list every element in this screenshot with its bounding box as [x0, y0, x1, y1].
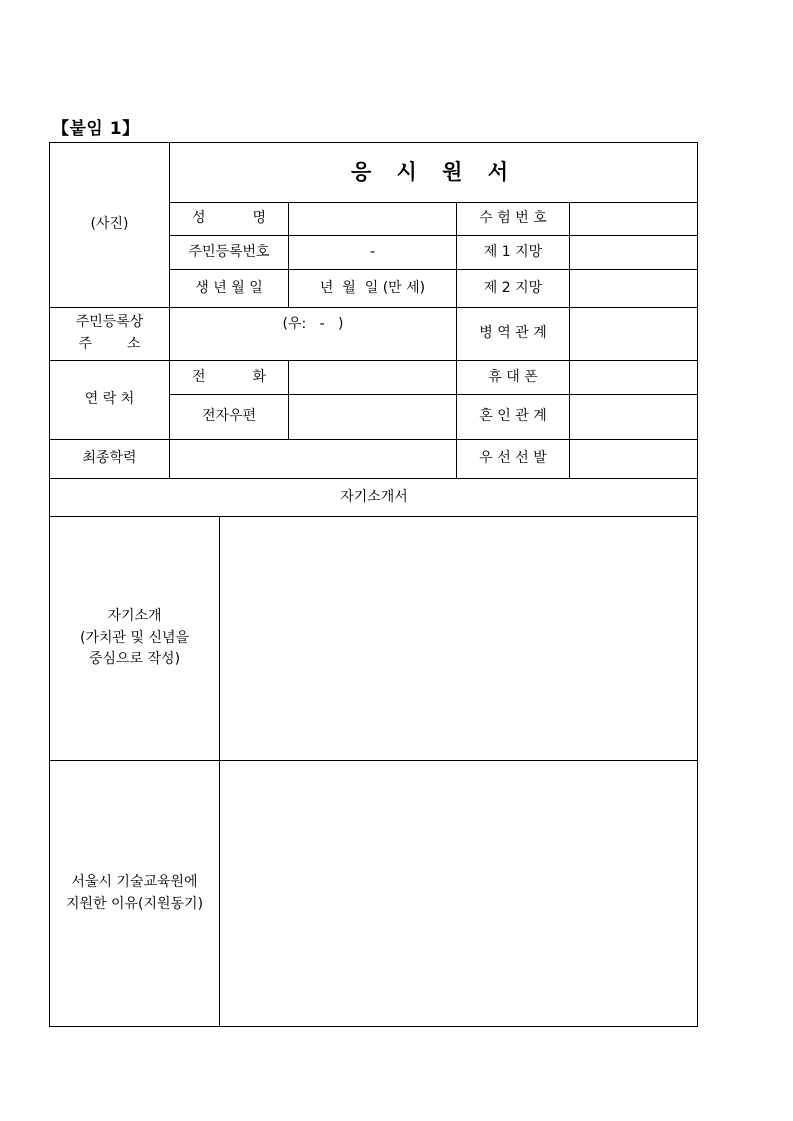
- second-choice-label: 제 2 지망: [483, 279, 543, 296]
- motivation-label-line: 지원한 이유(지원동기): [65, 895, 204, 912]
- address-label: [50, 308, 169, 360]
- self-intro-label-line: (가치관 및 신념을: [79, 629, 190, 646]
- priority-field[interactable]: [570, 440, 698, 478]
- birth-field[interactable]: 년 월 일 (만 세): [319, 279, 426, 296]
- motivation-field[interactable]: [220, 761, 698, 1026]
- address-field[interactable]: (우: - ): [282, 316, 344, 332]
- priority-label: 우 선 선 발: [479, 450, 547, 467]
- address-label-line2: [79, 334, 141, 356]
- contact-label: 연 락 처: [84, 391, 135, 408]
- marital-label: 혼 인 관 계: [479, 408, 547, 425]
- self-intro-label-line: 자기소개: [107, 607, 162, 624]
- motivation-label: [50, 761, 219, 1026]
- attachment-label: 【붙임 1】: [52, 119, 140, 139]
- email-field[interactable]: [289, 395, 456, 439]
- name-label: [170, 203, 288, 235]
- phone-field[interactable]: [289, 361, 456, 394]
- first-choice-field[interactable]: [570, 236, 698, 269]
- rrn-label: 주민등록번호: [188, 243, 270, 260]
- photo-box[interactable]: [50, 143, 169, 307]
- address-label-right: 소: [126, 336, 141, 352]
- rrn-field[interactable]: -: [369, 243, 376, 260]
- first-choice-label: 제 1 지망: [483, 243, 543, 260]
- mobile-label: 휴 대 폰: [488, 368, 538, 385]
- mobile-field[interactable]: [570, 361, 698, 394]
- exam-number-label: 수 험 번 호: [479, 210, 547, 227]
- marital-field[interactable]: [570, 395, 698, 439]
- second-choice-field[interactable]: [570, 270, 698, 307]
- self-intro-label: [50, 517, 219, 760]
- self-intro-field[interactable]: [220, 517, 698, 760]
- self-intro-label-line: 중심으로 작성): [88, 651, 181, 668]
- form-title: 응 시 원 서: [350, 160, 518, 185]
- education-label: 최종학력: [82, 450, 137, 467]
- phone-label-right: 화: [252, 368, 266, 385]
- name-field[interactable]: [289, 203, 456, 235]
- photo-label: (사진): [90, 216, 129, 233]
- self-intro-header: 자기소개서: [340, 488, 408, 505]
- motivation-label-line: 서울시 기술교육원에: [71, 873, 198, 890]
- phone-label: [170, 361, 288, 394]
- address-label-line1: 주민등록상: [75, 314, 144, 331]
- name-label-right: 명: [252, 210, 266, 227]
- birth-label: 생 년 월 일: [195, 279, 263, 296]
- military-field[interactable]: [570, 308, 698, 360]
- address-label-left: 주: [78, 336, 93, 352]
- name-label-left: 성: [192, 210, 206, 227]
- application-form: [49, 142, 698, 1027]
- education-field[interactable]: [170, 440, 456, 478]
- email-label: 전자우편: [201, 408, 257, 425]
- exam-number-field[interactable]: [570, 203, 698, 235]
- phone-label-left: 전: [192, 368, 206, 385]
- military-label: 병 역 관 계: [479, 325, 547, 342]
